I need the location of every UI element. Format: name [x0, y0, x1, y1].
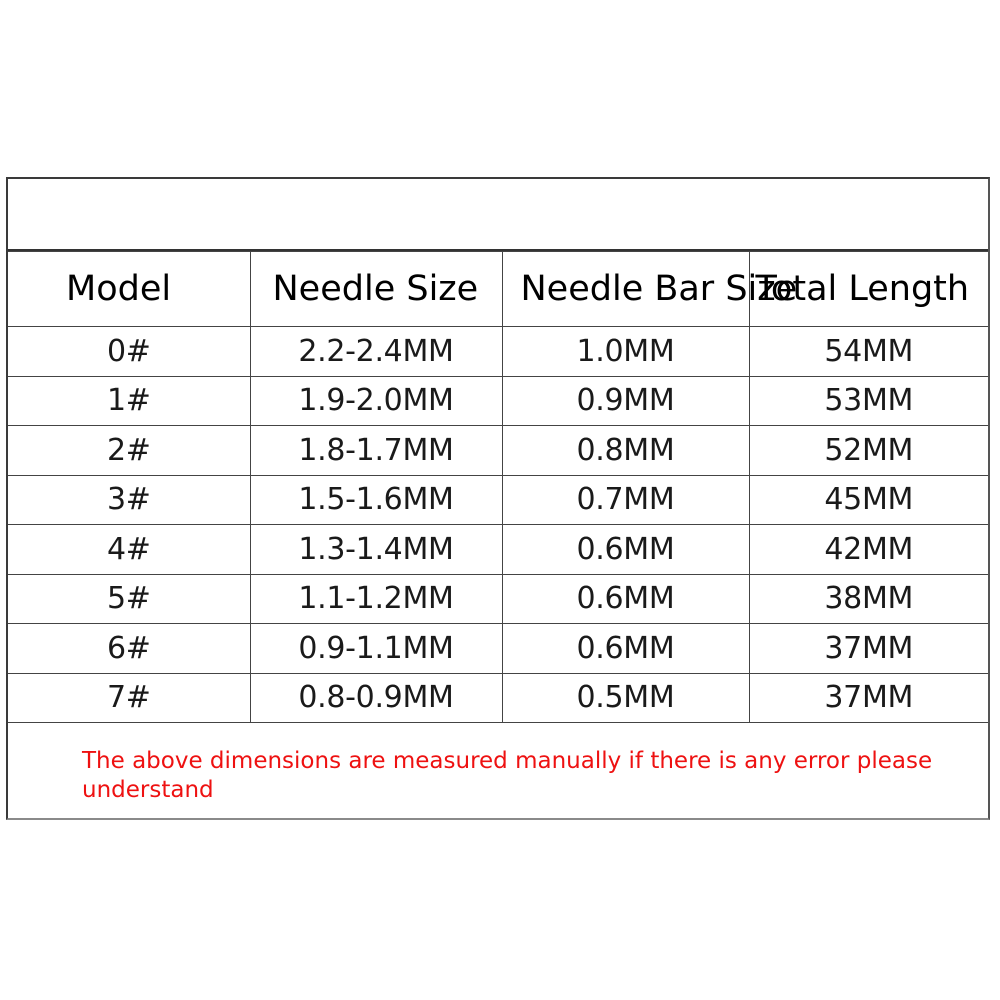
cell-total-length: 37MM	[749, 673, 988, 723]
header-model: Model	[8, 252, 250, 327]
table-row	[8, 327, 988, 377]
cell-total-length: 42MM	[749, 525, 988, 575]
header-needle-size: Needle Size	[250, 252, 502, 327]
cell-needle-bar-size: 0.8MM	[502, 426, 749, 476]
spec-sheet	[6, 177, 990, 820]
cell-needle-size: 1.3-1.4MM	[250, 525, 502, 575]
cell-needle-bar-size: 0.5MM	[502, 673, 749, 723]
table-header-row	[8, 252, 988, 327]
table-row	[8, 376, 988, 426]
table-row	[8, 475, 988, 525]
cell-model: 2#	[8, 426, 250, 476]
cell-total-length: 45MM	[749, 475, 988, 525]
cell-model: 7#	[8, 673, 250, 723]
cell-needle-bar-size: 0.6MM	[502, 624, 749, 674]
cell-total-length: 52MM	[749, 426, 988, 476]
cell-needle-size: 2.2-2.4MM	[250, 327, 502, 377]
header-needle-bar-size: Needle Bar Size	[502, 252, 749, 327]
cell-total-length: 38MM	[749, 574, 988, 624]
cell-needle-size: 0.8-0.9MM	[250, 673, 502, 723]
cell-needle-size: 1.8-1.7MM	[250, 426, 502, 476]
table-row	[8, 525, 988, 575]
table-row	[8, 426, 988, 476]
cell-needle-bar-size: 0.6MM	[502, 574, 749, 624]
size-table	[8, 251, 988, 723]
cell-model: 5#	[8, 574, 250, 624]
table-row	[8, 624, 988, 674]
measurement-note: The above dimensions are measured manually if there is any error please understand	[82, 748, 933, 803]
cell-model: 6#	[8, 624, 250, 674]
cell-total-length: 37MM	[749, 624, 988, 674]
cell-needle-size: 0.9-1.1MM	[250, 624, 502, 674]
cell-needle-size: 1.9-2.0MM	[250, 376, 502, 426]
cell-needle-size: 1.1-1.2MM	[250, 574, 502, 624]
cell-model: 1#	[8, 376, 250, 426]
cell-needle-size: 1.5-1.6MM	[250, 475, 502, 525]
cell-total-length: 53MM	[749, 376, 988, 426]
cell-needle-bar-size: 1.0MM	[502, 327, 749, 377]
table-row	[8, 574, 988, 624]
header-total-length: Total Length	[749, 252, 988, 327]
cell-total-length: 54MM	[749, 327, 988, 377]
blank-header-row	[8, 179, 988, 251]
cell-needle-bar-size: 0.6MM	[502, 525, 749, 575]
cell-model: 3#	[8, 475, 250, 525]
table-row	[8, 673, 988, 723]
cell-needle-bar-size: 0.9MM	[502, 376, 749, 426]
cell-model: 0#	[8, 327, 250, 377]
cell-model: 4#	[8, 525, 250, 575]
cell-needle-bar-size: 0.7MM	[502, 475, 749, 525]
